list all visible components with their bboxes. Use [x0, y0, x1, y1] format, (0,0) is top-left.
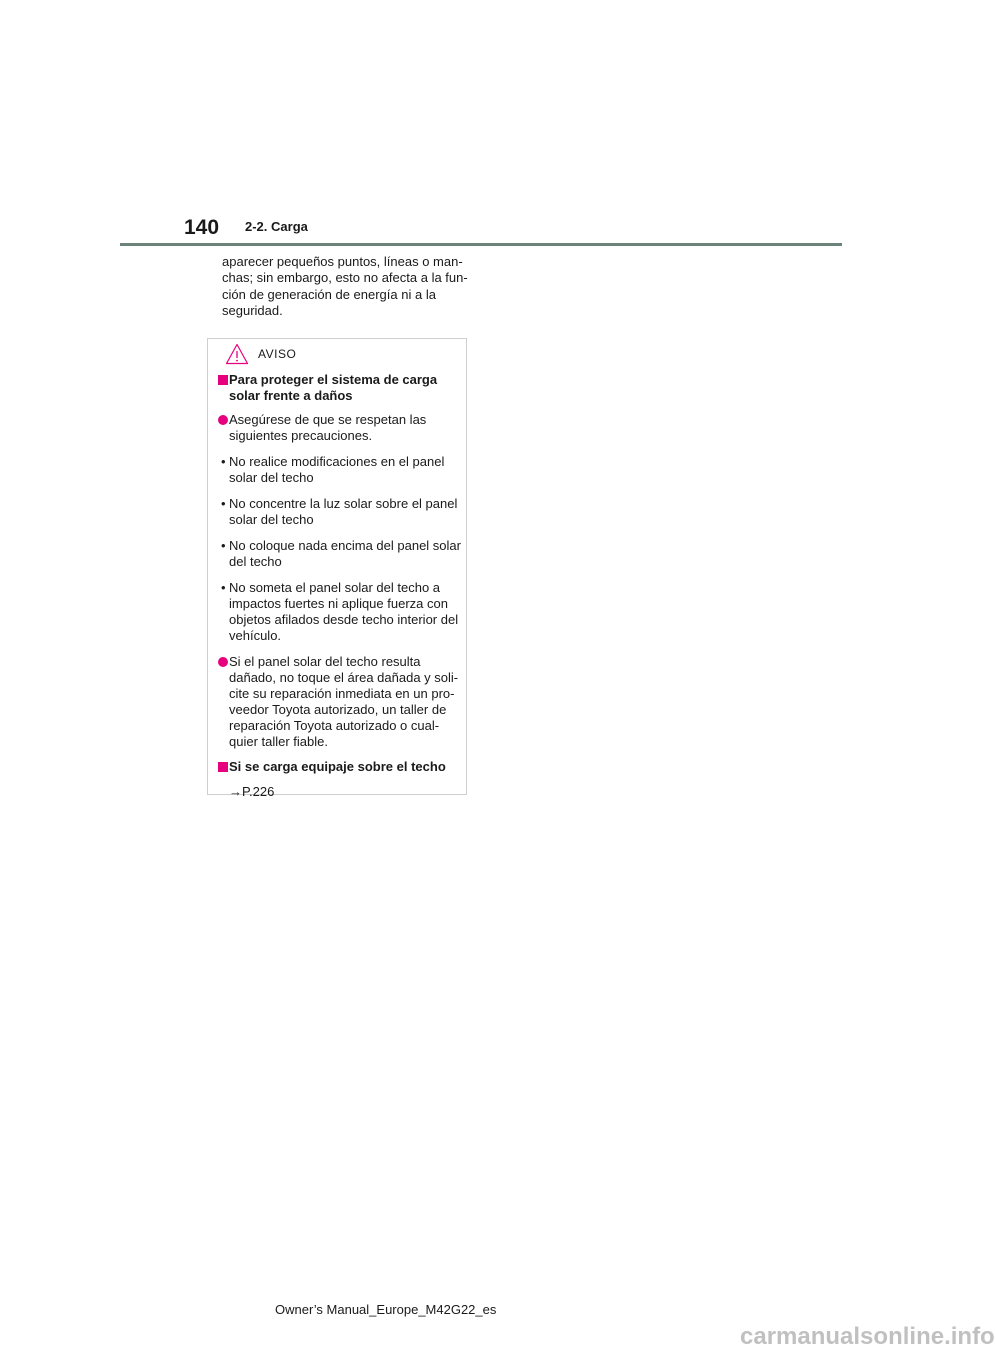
point-text: Asegúrese de que se respetan las siguientes precauciones. — [229, 412, 427, 443]
page-reference-link[interactable] — [208, 784, 466, 800]
page-number: 140 — [184, 216, 220, 239]
heading-text: Si se carga equipaje sobre el techo — [229, 759, 446, 774]
circle-bullet-icon — [218, 415, 228, 425]
warning-point-precautions — [208, 412, 466, 444]
warning-heading-luggage — [208, 759, 466, 775]
reference-text[interactable]: →P.226 — [229, 784, 275, 799]
warning-bullet-item — [208, 538, 466, 570]
bullet-text: No coloque nada encima del panel solar del techo — [229, 538, 461, 569]
warning-bullet-item — [208, 454, 466, 486]
circle-bullet-icon — [218, 657, 228, 667]
square-bullet-icon — [218, 375, 228, 385]
footer-manual-id: Owner’s Manual_Europe_M42G22_es — [275, 1302, 497, 1317]
header-divider — [120, 243, 842, 246]
warning-bullet-item — [208, 580, 466, 644]
intro-paragraph: aparecer pequeños puntos, líneas o man-chas; sin embargo, esto no afecta a la fun-ción de generación de energía ni a la seguridad. — [222, 254, 468, 319]
point-text: Si el panel solar del techo resulta dañado, no toque el área dañada y soli-cite su reparación inmediata en un pro-veedor Toyota autorizado, un taller de reparación Toyota autorizado o cual-quier taller fiable. — [229, 654, 459, 749]
bullet-dot-icon: • — [221, 496, 226, 511]
bullet-text: No someta el panel solar del techo a impactos fuertes ni aplique fuerza con objetos afilados desde techo interior del vehículo. — [229, 580, 459, 643]
warning-body — [208, 372, 466, 800]
warning-heading-protect — [208, 372, 466, 404]
warning-header — [208, 339, 466, 369]
square-bullet-icon — [218, 762, 228, 772]
bullet-dot-icon: • — [221, 580, 226, 595]
warning-title: AVISO — [258, 347, 297, 361]
section-title: 2-2. Carga — [245, 219, 308, 234]
bullet-text: No concentre la luz solar sobre el panel solar del techo — [229, 496, 458, 527]
bullet-dot-icon: • — [221, 454, 226, 469]
warning-point-damage — [208, 654, 466, 750]
bullet-dot-icon: • — [221, 538, 226, 553]
bullet-text: No realice modificaciones en el panel solar del techo — [229, 454, 445, 485]
warning-bullet-item — [208, 496, 466, 528]
watermark-logo: carmanualsonline.info — [740, 1323, 995, 1350]
warning-triangle-icon — [225, 343, 249, 365]
heading-text: Para proteger el sistema de carga solar frente a daños — [229, 372, 438, 403]
warning-box — [207, 338, 467, 799]
